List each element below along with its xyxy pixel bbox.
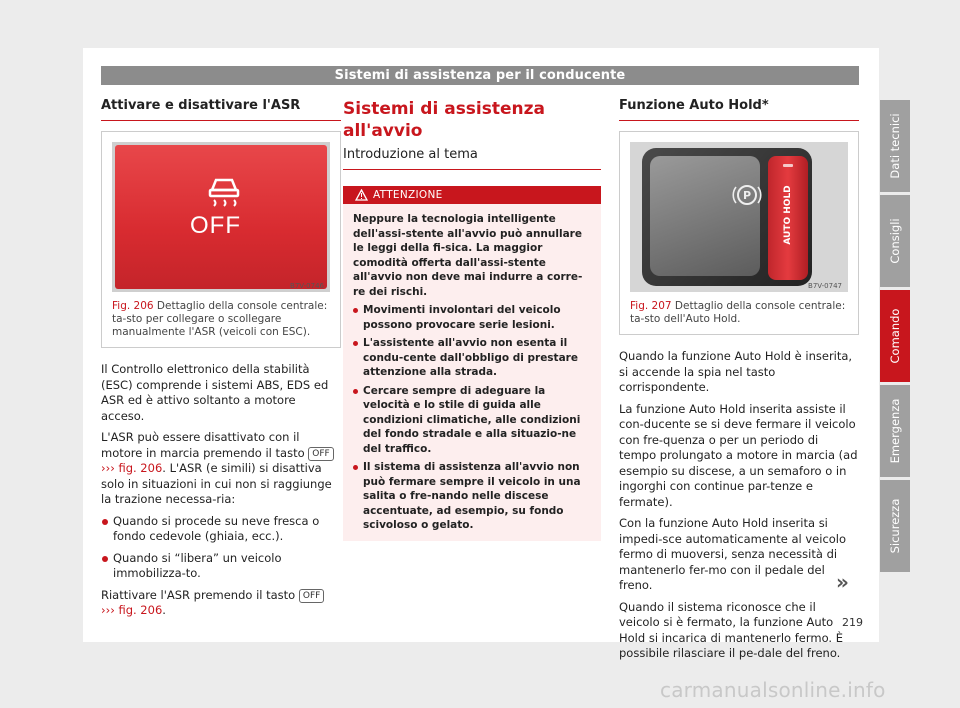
figure-code: B7V-0746 xyxy=(290,282,324,290)
figure-code: B7V-0747 xyxy=(808,282,842,290)
list-item: Quando si procede su neve fresca o fondo cedevole (ghiaia, ecc.). xyxy=(101,514,341,545)
continue-arrow-icon: » xyxy=(836,570,849,594)
warning-triangle-icon xyxy=(355,189,368,201)
text: Riattivare l'ASR premendo il tasto xyxy=(101,587,296,602)
column-asr xyxy=(101,98,341,619)
figure-caption xyxy=(102,292,340,347)
tab-label: Dati tecnici xyxy=(888,113,902,179)
warning-body xyxy=(343,204,601,541)
figure-number: Fig. 206 xyxy=(112,300,154,312)
paragraph xyxy=(101,588,341,619)
section-title-auto-hold: Funzione Auto Hold* xyxy=(619,98,859,121)
section-title-asr: Attivare e disattivare l'ASR xyxy=(101,98,341,121)
tab-sicurezza[interactable] xyxy=(880,480,910,572)
running-header: Sistemi di assistenza per il conducente xyxy=(101,66,859,85)
tab-label: Comando xyxy=(888,308,902,364)
paragraph xyxy=(101,430,341,508)
figure-206 xyxy=(101,131,341,348)
traction-control-icon xyxy=(204,172,244,208)
text: . xyxy=(162,603,166,617)
text: . L'ASR (e simili) si disattiva solo in situazioni in cui non si raggiunge la trazione necessa-ria: xyxy=(101,461,332,506)
warning-item: L'assistente all'avvio non esenta il condu-cente dall'obbligo di prestare attenzione alla strada. xyxy=(353,336,591,380)
indicator-light xyxy=(783,164,793,167)
svg-text:P: P xyxy=(743,189,752,202)
watermark: carmanualsonline.info xyxy=(660,678,886,702)
paragraph: Quando la funzione Auto Hold è inserita, si accende la spia nel tasto corrispondente. xyxy=(619,349,853,394)
text: L'ASR può essere disattivato con il motore in marcia premendo il tasto xyxy=(101,430,305,460)
figure-caption-text: Dettaglio della console centrale: ta-sto dell'Auto Hold. xyxy=(630,300,846,325)
auto-hold-button-image xyxy=(630,142,848,292)
asr-button-image xyxy=(112,142,330,292)
warning-label: ATTENZIONE xyxy=(373,189,443,201)
asr-off-key: OFF xyxy=(308,447,333,461)
warning-item: Cercare sempre di adeguare la velocità e lo stile di guida alle condizioni climatiche, alle condizioni del fondo stradale e alla situazio-ne del traffico. xyxy=(353,384,591,457)
list-item: Quando si “libera” un veicolo immobilizza-to. xyxy=(101,551,341,582)
column-auto-hold xyxy=(619,98,859,662)
page-number: 219 xyxy=(842,616,863,629)
figure-reference-link[interactable]: ››› fig. 206 xyxy=(101,461,163,475)
parking-brake-icon xyxy=(732,182,762,208)
figure-reference-link[interactable]: ››› fig. 206 xyxy=(101,603,163,617)
tab-label: Consigli xyxy=(888,218,902,264)
paragraph: Quando il sistema riconosce che il veicolo si è fermato, la funzione Auto Hold si incarica di mantenerlo fermo. È possibile rilasciare il pe-dale del freno. xyxy=(619,599,843,660)
warning-item: Il sistema di assistenza all'avvio non può fermare sempre il veicolo in una salita o fre-nando nelle discese accentuate, ad esempio, su fondo scivoloso o gelato. xyxy=(353,460,591,533)
asr-off-key: OFF xyxy=(299,589,324,603)
figure-caption xyxy=(620,292,858,334)
figure-207 xyxy=(619,131,859,335)
auto-hold-body xyxy=(619,349,859,662)
tab-label: Sicurezza xyxy=(888,498,902,554)
auto-hold-label: AUTO HOLD xyxy=(783,185,793,245)
tab-comando[interactable] xyxy=(880,290,910,382)
warning-item: Movimenti involontari del veicolo possono provocare serie lesioni. xyxy=(353,303,591,332)
tab-dati-tecnici[interactable] xyxy=(880,100,910,192)
warning-box xyxy=(343,186,601,541)
asr-body xyxy=(101,362,341,619)
figure-number: Fig. 207 xyxy=(630,300,672,312)
warning-header xyxy=(343,186,601,204)
side-tabs xyxy=(880,100,910,575)
figure-caption-text: Dettaglio della console centrale: ta-sto per collegare o scollegare manualmente l'ASR (veicoli con ESC). xyxy=(112,300,328,338)
tab-emergenza[interactable] xyxy=(880,385,910,477)
section-title-start-assist: Sistemi di assistenza all'avvio xyxy=(343,99,545,141)
paragraph: Il Controllo elettronico della stabilità (ESC) comprende i sistemi ABS, EDS ed ASR ed è attivo soltanto a motore acceso. xyxy=(101,362,329,423)
paragraph: Con la funzione Auto Hold inserita si impedi-sce automaticamente al veicolo fermo di muoversi, senza necessità di mantenerlo fer-mo con il pedale del freno. xyxy=(619,516,847,592)
tab-consigli[interactable] xyxy=(880,195,910,287)
paragraph: La funzione Auto Hold inserita assiste il con-ducente se si deve fermare il veicolo con fre-quenza o per un periodo di tempo prolungato a motore in marcia (ad esempio su discese, a un semaforo o in ingorghi con continue par-tenze e fermate). xyxy=(619,401,858,509)
tab-label: Emergenza xyxy=(888,398,902,464)
subsection-title: Introduzione al tema xyxy=(343,146,601,170)
warning-intro: Neppure la tecnologia intelligente dell'assi-stente all'avvio può annullare le leggi della fi-sica. La maggior comodità offerta dall'assi-stente all'avvio non deve mai indurre a corre-re dei rischi. xyxy=(353,213,583,298)
off-label: OFF xyxy=(190,212,241,239)
column-start-assist xyxy=(343,98,601,541)
